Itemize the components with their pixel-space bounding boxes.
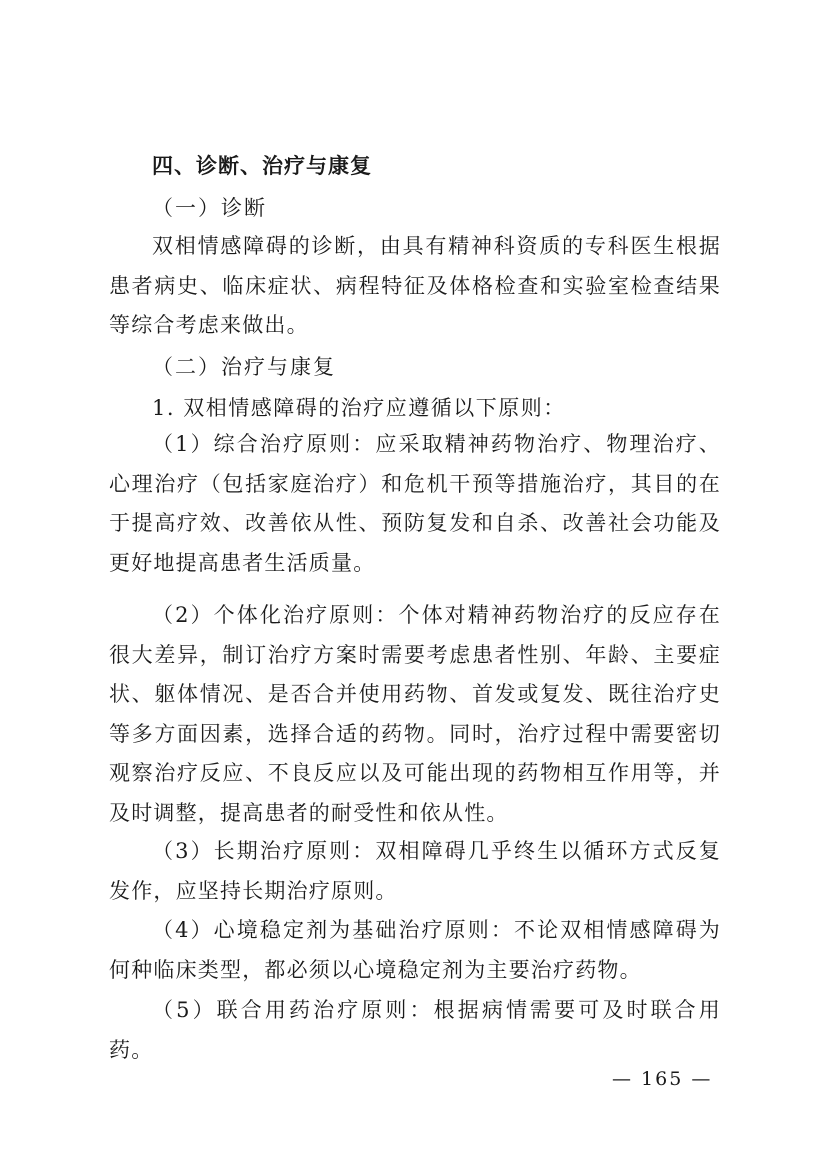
page-number: — 165 — <box>612 1068 713 1090</box>
paragraph-principle-3: （3）长期治疗原则：双相障碍几乎终生以循环方式反复发作，应坚持长期治疗原则。 <box>109 839 721 903</box>
paragraph-principle-5: （5）联合用药治疗原则：根据病情需要可及时联合用药。 <box>109 998 721 1062</box>
subsection-title-diagnosis: （一）诊断 <box>152 196 267 220</box>
paragraph-principle-1: （1）综合治疗原则：应采取精神药物治疗、物理治疗、心理治疗（包括家庭治疗）和危机干预等措施治疗，其目的在于提高疗效、改善依从性、预防复发和自杀、改善社会功能及更好地提高患者生活质量。 <box>109 432 721 575</box>
paragraph-principle-4: （4）心境稳定剂为基础治疗原则：不论双相情感障碍为何种临床类型，都必须以心境稳定剂为主要治疗药物。 <box>109 918 721 982</box>
subsection-title-treatment: （二）治疗与康复 <box>152 355 336 379</box>
paragraph-diagnosis: 双相情感障碍的诊断，由具有精神科资质的专科医生根据患者病史、临床症状、病程特征及体格检查和实验室检查结果等综合考虑来做出。 <box>109 234 721 337</box>
list-item-principles: 1. 双相情感障碍的治疗应遵循以下原则： <box>152 396 566 420</box>
paragraph-principle-2: （2）个体化治疗原则：个体对精神药物治疗的反应存在很大差异，制订治疗方案时需要考虑患者性别、年龄、主要症状、躯体情况、是否合并使用药物、首发或复发、既往治疗史等多方面因素，选择合适的药物。同时，治疗过程中需要密切观察治疗反应、不良反应以及可能出现的药物相互作用等，并及时调整，提高患者的耐受性和依从性。 <box>109 603 721 825</box>
section-heading: 四、诊断、治疗与康复 <box>152 154 372 178</box>
